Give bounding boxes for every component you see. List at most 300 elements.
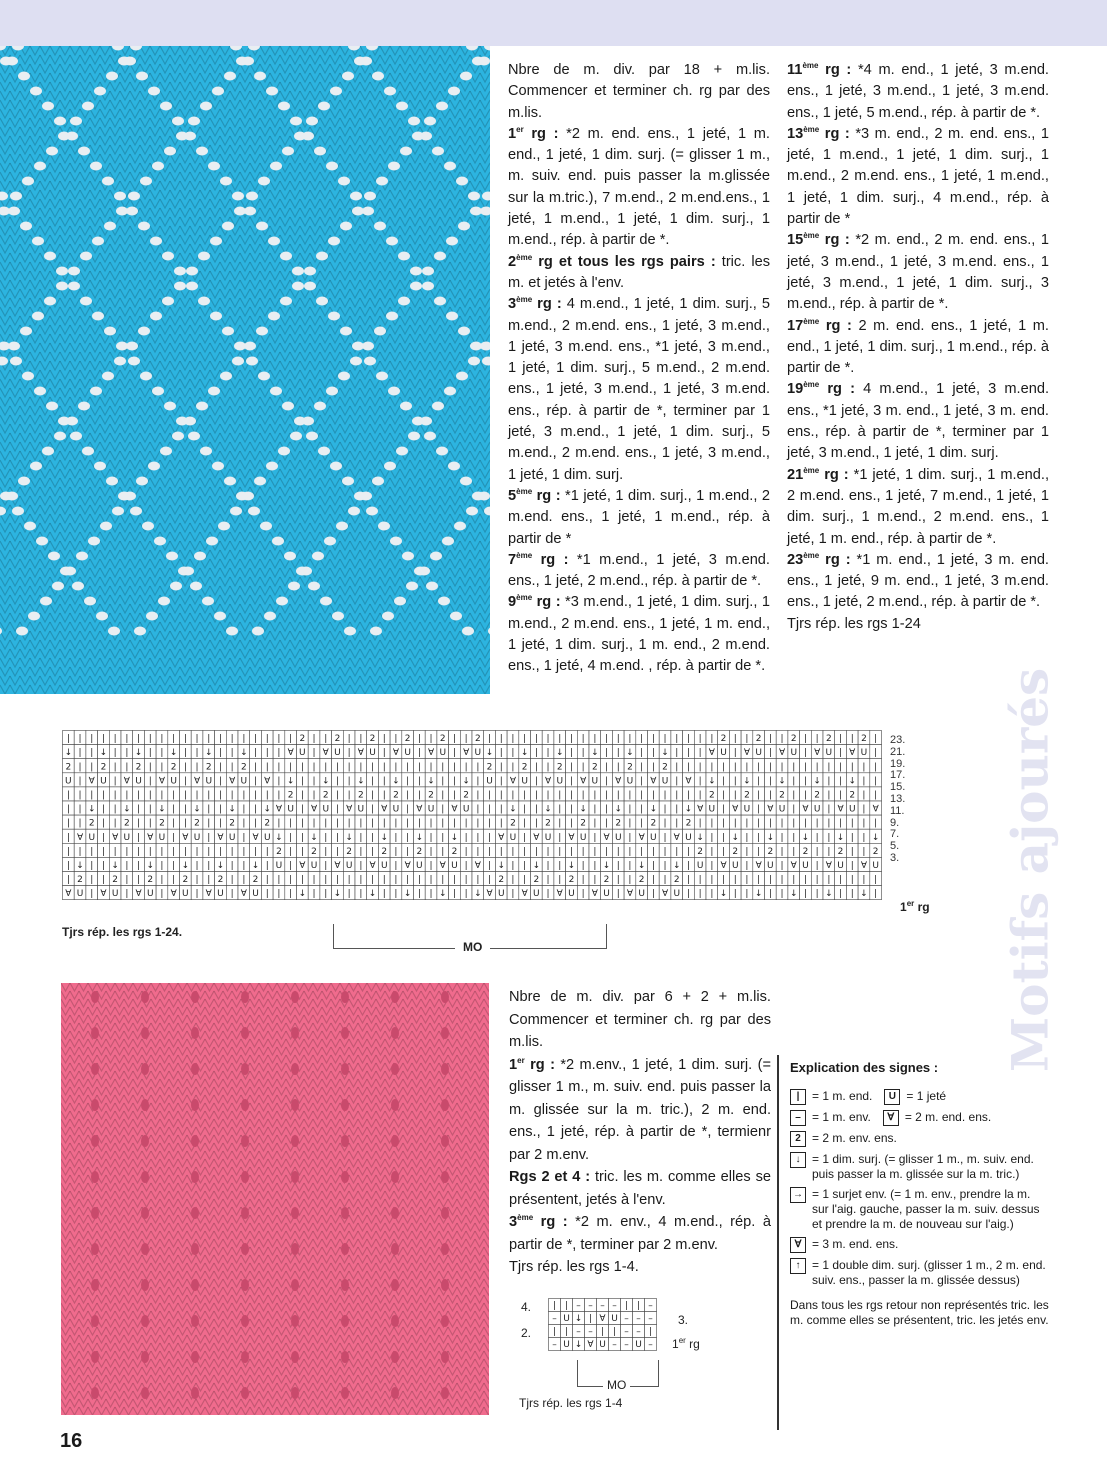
svg-text:|: |: [207, 804, 211, 815]
svg-text:|: |: [569, 776, 573, 787]
svg-text:|: |: [417, 875, 421, 886]
svg-text:|: |: [593, 875, 597, 886]
svg-text:2: 2: [662, 762, 668, 773]
svg-text:|: |: [347, 889, 351, 900]
svg-text:|: |: [733, 748, 737, 759]
svg-text:|: |: [242, 832, 246, 843]
svg-text:∀: ∀: [451, 804, 458, 815]
pattern2-chart: [548, 1298, 660, 1357]
symbols-legend: [790, 1060, 1050, 1328]
svg-text:∀: ∀: [287, 748, 294, 759]
svg-text:∀: ∀: [802, 804, 809, 815]
svg-text:|: |: [452, 776, 456, 787]
svg-text:|: |: [464, 875, 468, 886]
svg-text:|: |: [511, 889, 515, 900]
svg-text:↓: ↓: [99, 748, 108, 759]
svg-text:↓: ↓: [275, 832, 283, 843]
pattern2-mo-label: MO: [603, 1378, 630, 1392]
pattern1-repeat-note: Tjrs rép. les rgs 1-24: [787, 615, 921, 632]
svg-text:|: |: [815, 818, 819, 829]
svg-text:|: |: [850, 861, 854, 871]
svg-text:|: |: [230, 790, 234, 801]
svg-text:|: |: [90, 889, 94, 900]
svg-text:|: |: [499, 762, 503, 773]
svg-text:|: |: [628, 832, 632, 843]
svg-text:|: |: [254, 762, 258, 773]
svg-text:|: |: [757, 790, 761, 801]
top-band: [0, 0, 1107, 46]
svg-text:|: |: [564, 1327, 569, 1337]
svg-text:|: |: [90, 762, 94, 773]
svg-text:↓: ↓: [591, 748, 599, 759]
svg-text:↓: ↓: [626, 748, 634, 759]
svg-text:|: |: [640, 804, 644, 815]
svg-text:|: |: [476, 818, 480, 829]
svg-text:|: |: [745, 734, 749, 745]
svg-text:|: |: [850, 762, 854, 773]
svg-text:|: |: [183, 776, 187, 787]
svg-text:|: |: [476, 832, 480, 843]
svg-text:|: |: [874, 776, 878, 787]
svg-text:|: |: [698, 790, 702, 801]
svg-text:2: 2: [182, 875, 189, 886]
svg-text:U: U: [708, 804, 716, 815]
svg-text:|: |: [558, 846, 562, 857]
svg-text:|: |: [476, 804, 480, 815]
svg-text:↓: ↓: [403, 889, 412, 900]
svg-text:|: |: [651, 846, 655, 857]
svg-text:|: |: [558, 875, 562, 886]
svg-text:|: |: [624, 1301, 629, 1311]
svg-text:U: U: [345, 861, 353, 871]
svg-text:U: U: [252, 889, 259, 900]
svg-text:|: |: [429, 875, 433, 886]
svg-text:|: |: [768, 875, 772, 886]
svg-text:|: |: [172, 846, 176, 857]
svg-text:2: 2: [627, 762, 633, 773]
svg-text:|: |: [265, 762, 269, 773]
legend-item: [790, 1237, 1050, 1253]
svg-text:|: |: [546, 846, 550, 857]
svg-text:2: 2: [708, 790, 715, 801]
svg-text:U: U: [509, 832, 517, 843]
svg-text:2: 2: [521, 762, 528, 773]
svg-text:|: |: [429, 889, 433, 900]
svg-text:|: |: [581, 734, 585, 745]
svg-text:|: |: [429, 832, 433, 843]
pattern1-chart-row-labels: [890, 735, 905, 865]
svg-text:|: |: [464, 861, 468, 871]
svg-text:|: |: [359, 889, 363, 900]
svg-text:↓: ↓: [438, 889, 447, 900]
svg-text:|: |: [593, 832, 597, 843]
svg-text:|: |: [686, 846, 690, 857]
svg-text:|: |: [137, 734, 141, 745]
svg-text:↓: ↓: [532, 861, 541, 871]
svg-text:U: U: [88, 832, 96, 843]
svg-text:–: –: [576, 1301, 581, 1311]
svg-text:|: |: [90, 861, 94, 871]
svg-text:2: 2: [545, 818, 551, 829]
svg-text:|: |: [675, 734, 679, 745]
svg-text:|: |: [265, 861, 269, 871]
svg-text:|: |: [757, 832, 761, 843]
svg-text:|: |: [359, 818, 363, 829]
svg-text:2: 2: [311, 846, 317, 857]
svg-text:|: |: [780, 875, 784, 886]
svg-text:|: |: [207, 734, 211, 745]
pattern2.rows-row-2: 3ème rg : *2 m. env., 4 m.end., rép. à partir de *, terminer par 2 m.env.: [509, 1213, 771, 1253]
svg-text:∀: ∀: [650, 776, 657, 787]
svg-text:|: |: [300, 846, 304, 857]
svg-text:|: |: [78, 776, 82, 787]
svg-text:|: |: [569, 790, 573, 801]
svg-text:∀: ∀: [720, 861, 727, 871]
svg-text:∀: ∀: [264, 776, 271, 787]
svg-text:↓: ↓: [111, 861, 119, 871]
svg-text:|: |: [429, 734, 433, 745]
svg-text:|: |: [441, 818, 445, 829]
svg-text:↓: ↓: [310, 832, 318, 843]
svg-text:|: |: [710, 762, 714, 773]
svg-text:|: |: [815, 762, 819, 773]
svg-text:↓: ↓: [555, 748, 564, 759]
svg-text:2: 2: [556, 762, 563, 773]
svg-text:|: |: [628, 818, 632, 829]
svg-text:|: |: [710, 846, 714, 857]
svg-text:|: |: [429, 846, 433, 857]
svg-text:2: 2: [240, 762, 247, 773]
svg-text:U: U: [591, 776, 599, 787]
svg-text:2: 2: [603, 875, 610, 886]
svg-text:|: |: [605, 776, 609, 787]
svg-text:|: |: [546, 875, 550, 886]
legend-item: [790, 1131, 1050, 1147]
legend-symbol-icon: |: [790, 1089, 806, 1105]
svg-text:|: |: [564, 1301, 569, 1311]
svg-text:|: |: [780, 861, 784, 871]
svg-text:↓: ↓: [637, 861, 646, 871]
svg-text:|: |: [101, 734, 105, 745]
svg-text:|: |: [347, 748, 351, 759]
svg-text:|: |: [523, 818, 527, 829]
svg-text:|: |: [382, 748, 386, 759]
svg-text:|: |: [324, 818, 328, 829]
svg-text:|: |: [394, 762, 398, 773]
svg-text:|: |: [137, 818, 141, 829]
svg-text:|: |: [452, 734, 456, 745]
svg-text:–: –: [648, 1301, 653, 1311]
svg-text:|: |: [359, 861, 363, 871]
svg-text:|: |: [312, 889, 316, 900]
svg-text:|: |: [277, 875, 281, 886]
svg-text:|: |: [850, 734, 854, 745]
svg-text:|: |: [207, 832, 211, 843]
svg-text:↓: ↓: [462, 776, 470, 787]
legend-symbol-icon: U: [884, 1089, 900, 1105]
svg-text:|: |: [640, 818, 644, 829]
pattern1.rows_right-row-3: 17ème rg : 2 m. end. ens., 1 jeté, 1 m. end., 1 jeté, 1 dim. surj., 1 m.end., rép. à partir de *.: [787, 316, 1050, 377]
svg-text:U: U: [228, 832, 236, 843]
svg-text:|: |: [663, 832, 667, 843]
svg-text:U: U: [533, 889, 540, 900]
svg-text:|: |: [569, 748, 573, 759]
svg-text:∀: ∀: [743, 748, 751, 759]
svg-text:|: |: [66, 861, 70, 871]
svg-text:|: |: [289, 818, 293, 829]
svg-text:|: |: [394, 846, 398, 857]
svg-text:2: 2: [229, 818, 236, 829]
svg-text:|: |: [78, 748, 82, 759]
svg-text:|: |: [90, 875, 94, 886]
svg-text:|: |: [534, 818, 538, 829]
svg-text:↓: ↓: [719, 889, 728, 900]
svg-text:↓: ↓: [743, 776, 751, 787]
svg-text:|: |: [66, 734, 70, 745]
svg-text:|: |: [452, 889, 456, 900]
svg-text:|: |: [850, 832, 854, 843]
pattern1.rows_right-row-6: 23ème rg : *1 m. end., 1 jeté, 3 m. end. ens., 1 jeté, 9 m. end., 1 jeté, 3 m.end. ens., 1 jeté, 2 m.end., rép. à partir de *.: [787, 550, 1049, 611]
svg-text:|: |: [698, 734, 702, 745]
svg-text:|: |: [628, 875, 632, 886]
svg-text:U: U: [848, 804, 856, 815]
svg-text:|: |: [605, 748, 609, 759]
svg-text:|: |: [558, 790, 562, 801]
svg-text:|: |: [195, 762, 199, 773]
svg-text:|: |: [768, 790, 772, 801]
svg-text:|: |: [417, 818, 421, 829]
svg-text:|: |: [663, 861, 667, 871]
svg-text:|: |: [757, 776, 761, 787]
svg-text:|: |: [300, 818, 304, 829]
svg-text:|: |: [803, 734, 807, 745]
svg-text:U: U: [416, 861, 423, 871]
svg-text:|: |: [277, 790, 281, 801]
svg-text:|: |: [160, 790, 164, 801]
chart-row-label: 7.: [890, 828, 900, 841]
svg-text:|: |: [137, 804, 141, 815]
svg-text:|: |: [207, 818, 211, 829]
svg-text:|: |: [488, 804, 492, 815]
svg-text:|: |: [464, 734, 468, 745]
svg-text:|: |: [558, 832, 562, 843]
svg-text:|: |: [850, 875, 854, 886]
svg-text:|: |: [862, 776, 866, 787]
legend-symbol-icon: ∀: [790, 1237, 806, 1253]
svg-text:|: |: [581, 846, 585, 857]
svg-text:|: |: [195, 861, 199, 871]
svg-text:2: 2: [287, 790, 294, 801]
svg-text:|: |: [839, 818, 843, 829]
svg-text:↓: ↓: [392, 776, 400, 787]
legend-text: = 1 m. env.: [812, 1110, 871, 1124]
pattern2.rows-row-1: Rgs 2 et 4 : tric. les m. comme elles se présentent, jetés à l'env.: [509, 1169, 771, 1208]
svg-text:2: 2: [510, 818, 516, 829]
svg-text:|: |: [277, 748, 281, 759]
svg-text:|: |: [488, 861, 492, 871]
pattern1.rows_right-row-0: 11ème rg : *4 m. end., 1 jeté, 3 m.end. ens., 1 jeté, 3 m.end., 1 jeté, 3 m.end. ens., 1 jeté, 5 m.end., rép. à partir de *.: [787, 61, 1049, 121]
svg-text:U: U: [635, 1340, 642, 1350]
svg-text:|: |: [534, 790, 538, 801]
svg-text:|: |: [710, 734, 714, 745]
svg-text:|: |: [768, 748, 772, 759]
svg-text:↓: ↓: [801, 832, 810, 843]
svg-text:2: 2: [732, 846, 739, 857]
svg-text:|: |: [394, 861, 398, 871]
svg-text:|: |: [406, 776, 410, 787]
svg-text:∀: ∀: [732, 804, 739, 815]
svg-text:|: |: [605, 804, 609, 815]
svg-text:↓: ↓: [789, 889, 798, 900]
svg-text:↓: ↓: [204, 748, 213, 759]
pattern1.rows_right-row-4: 19ème rg : 4 m.end., 1 jeté, 3 m.end. ens., *1 jeté, 3 m. end., 1 jeté, 3 m. end. ens., rép. à partir de *, terminer par 1 jeté, 3 m.end., 1 jeté, 1 dim. surj.: [787, 380, 1049, 462]
svg-text:|: |: [464, 762, 468, 773]
svg-text:|: |: [335, 832, 339, 843]
svg-text:|: |: [862, 875, 866, 886]
svg-text:U: U: [563, 1340, 570, 1350]
svg-text:|: |: [207, 875, 211, 886]
svg-text:2: 2: [638, 875, 645, 886]
svg-text:|: |: [324, 846, 328, 857]
svg-text:|: |: [312, 734, 316, 745]
svg-text:|: |: [218, 748, 222, 759]
svg-text:2: 2: [451, 846, 458, 857]
svg-text:|: |: [651, 790, 655, 801]
svg-text:|: |: [312, 748, 316, 759]
chart-row-label: 5.: [890, 840, 900, 853]
svg-text:|: |: [792, 875, 796, 886]
svg-text:|: |: [523, 832, 527, 843]
svg-text:|: |: [417, 776, 421, 787]
svg-text:|: |: [839, 762, 843, 773]
chart-row-label: 17.: [890, 769, 906, 782]
svg-text:∀: ∀: [568, 832, 575, 843]
svg-text:2: 2: [673, 875, 680, 886]
svg-text:|: |: [803, 875, 807, 886]
svg-text:|: |: [605, 734, 609, 745]
svg-text:↓: ↓: [415, 832, 424, 843]
svg-text:U: U: [860, 748, 868, 759]
svg-text:U: U: [731, 861, 739, 871]
svg-text:|: |: [66, 818, 70, 829]
svg-text:|: |: [839, 776, 843, 787]
svg-text:2: 2: [428, 790, 434, 801]
svg-text:|: |: [605, 790, 609, 801]
svg-text:|: |: [476, 846, 480, 857]
svg-text:2: 2: [205, 762, 212, 773]
svg-text:|: |: [406, 790, 410, 801]
svg-text:|: |: [452, 790, 456, 801]
svg-text:|: |: [359, 832, 363, 843]
svg-text:|: |: [371, 804, 375, 815]
svg-text:|: |: [137, 832, 141, 843]
svg-text:|: |: [710, 861, 714, 871]
svg-text:–: –: [576, 1327, 581, 1337]
svg-text:∀: ∀: [587, 1340, 594, 1350]
svg-text:|: |: [651, 762, 655, 773]
svg-text:|: |: [347, 875, 351, 886]
svg-text:|: |: [675, 776, 679, 787]
svg-text:–: –: [612, 1301, 617, 1311]
svg-text:|: |: [289, 889, 293, 900]
svg-text:|: |: [698, 748, 702, 759]
legend-symbol-icon: 2: [790, 1131, 806, 1147]
svg-text:|: |: [569, 762, 573, 773]
svg-text:|: |: [511, 748, 515, 759]
svg-text:|: |: [815, 832, 819, 843]
svg-text:|: |: [534, 734, 538, 745]
svg-text:|: |: [113, 818, 117, 829]
svg-text:|: |: [850, 846, 854, 857]
svg-text:|: |: [195, 734, 199, 745]
svg-text:|: |: [616, 748, 620, 759]
svg-text:∀: ∀: [509, 776, 517, 787]
svg-text:↓: ↓: [614, 804, 623, 815]
svg-text:↓: ↓: [87, 804, 96, 815]
svg-text:U: U: [427, 804, 435, 815]
svg-text:U: U: [404, 748, 411, 759]
svg-text:|: |: [675, 818, 679, 829]
side-title: [995, 640, 1065, 1100]
svg-text:U: U: [755, 748, 762, 759]
svg-text:|: |: [815, 734, 819, 745]
svg-text:|: |: [394, 734, 398, 745]
svg-text:U: U: [357, 804, 365, 815]
svg-text:2: 2: [744, 790, 750, 801]
svg-text:↓: ↓: [263, 804, 272, 815]
svg-text:|: |: [335, 804, 339, 815]
svg-text:|: |: [862, 832, 866, 843]
svg-text:2: 2: [381, 846, 388, 857]
svg-text:|: |: [66, 804, 70, 815]
svg-text:|: |: [324, 875, 328, 886]
svg-text:|: |: [78, 818, 82, 829]
svg-text:∀: ∀: [615, 776, 622, 787]
svg-text:|: |: [722, 762, 726, 773]
svg-text:|: |: [581, 889, 585, 900]
svg-text:|: |: [733, 790, 737, 801]
svg-text:|: |: [733, 889, 737, 900]
svg-text:|: |: [523, 846, 527, 857]
svg-text:|: |: [160, 846, 164, 857]
svg-text:|: |: [552, 1327, 557, 1337]
svg-text:∀: ∀: [638, 832, 645, 843]
svg-text:|: |: [827, 790, 831, 801]
svg-text:U: U: [521, 776, 528, 787]
svg-text:|: |: [406, 875, 410, 886]
svg-text:∀: ∀: [837, 804, 844, 815]
svg-text:|: |: [172, 861, 176, 871]
svg-text:|: |: [686, 790, 690, 801]
svg-text:|: |: [90, 846, 94, 857]
svg-text:|: |: [511, 846, 515, 857]
svg-text:|: |: [254, 804, 258, 815]
svg-text:↓: ↓: [216, 861, 225, 871]
svg-text:|: |: [605, 846, 609, 857]
svg-text:|: |: [523, 804, 527, 815]
svg-text:|: |: [686, 861, 690, 871]
svg-text:|: |: [265, 734, 269, 745]
svg-text:↓: ↓: [485, 748, 494, 759]
svg-text:|: |: [488, 818, 492, 829]
svg-text:|: |: [523, 790, 527, 801]
svg-text:|: |: [499, 804, 503, 815]
svg-text:2: 2: [135, 762, 142, 773]
svg-text:|: |: [464, 846, 468, 857]
svg-text:|: |: [406, 818, 410, 829]
svg-text:|: |: [452, 762, 456, 773]
svg-text:|: |: [827, 762, 831, 773]
